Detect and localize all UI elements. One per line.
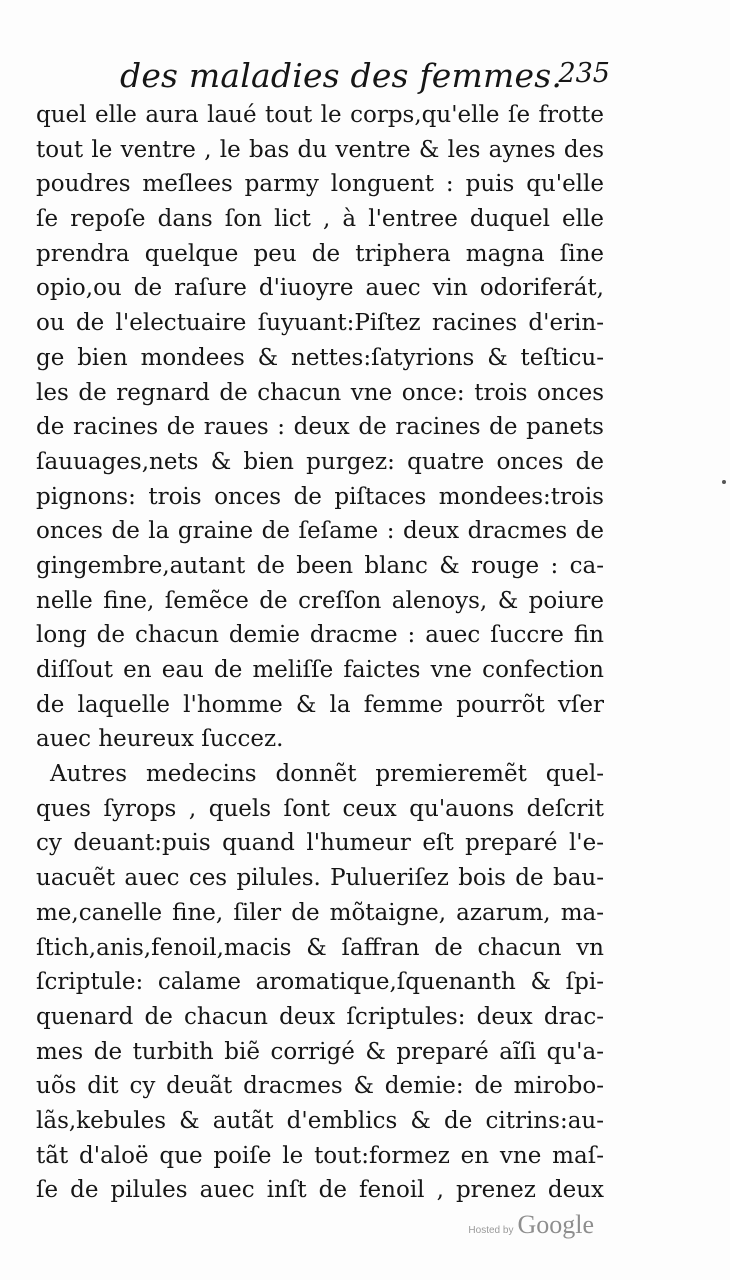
page-number: 235 xyxy=(558,58,610,89)
text-line: pignons: trois onces de piſtaces mondees:trois xyxy=(36,483,604,510)
text-line: auec heureux ſuccez. xyxy=(36,726,284,753)
text-line: de laquelle l'homme & la femme pourrõt vſer xyxy=(36,691,604,718)
text-line: long de chacun demie dracme : auec ſuccre fin xyxy=(36,622,604,649)
text-line: mes de turbith biẽ corrigé & preparé aĩſi qu'a- xyxy=(36,1038,604,1065)
text-line: ou de l'electuaire ſuyuant:Piſtez racines d'erin- xyxy=(36,310,604,337)
text-line: ſtich,anis,fenoil,macis & ſaffran de chacun vn xyxy=(36,934,604,961)
scan-speck xyxy=(722,480,726,484)
text-line: quenard de chacun deux ſcriptules: deux drac- xyxy=(36,1003,604,1030)
text-line: ſe de pilules auec inſt de fenoil , prenez deux xyxy=(36,1177,604,1204)
text-line: de racines de raues : deux de racines de panets xyxy=(36,414,604,441)
text-line: uõs dit cy deuãt dracmes & demie: de mirobo- xyxy=(36,1073,604,1100)
body-text xyxy=(36,98,604,1208)
text-line: diſſout en eau de meliſſe faictes vne confection xyxy=(36,657,604,683)
running-head xyxy=(120,48,610,98)
text-line: tout le ventre , le bas du ventre & les aynes des xyxy=(36,136,604,163)
google-logo: Google xyxy=(517,1210,594,1239)
text-line: Autres medecins donnẽt premieremẽt quel- xyxy=(50,761,604,788)
text-line: lãs,kebules & autãt d'emblics & de citrins:au- xyxy=(36,1107,604,1134)
text-line: ſauuages,nets & bien purgez: quatre onces de xyxy=(36,448,604,475)
text-line: tãt d'aloë que poiſe le tout:formez en vne maſ- xyxy=(36,1142,604,1169)
text-line: quel elle aura laué tout le corps,qu'elle ſe frotte xyxy=(36,102,604,128)
text-line: uacuẽt auec ces pilules. Pulueriſez bois de bau- xyxy=(36,865,604,892)
text-line: opio,ou de raſure d'iuoyre auec vin odoriferát, xyxy=(36,275,604,302)
text-line: les de regnard de chacun vne once: trois onces xyxy=(36,379,604,406)
text-line: gingembre,autant de been blanc & rouge : ca- xyxy=(36,552,604,579)
watermark-prefix: Hosted by xyxy=(468,1225,514,1236)
text-line: ge bien mondees & nettes:ſatyrions & teſticu- xyxy=(36,344,604,371)
google-watermark xyxy=(468,1210,594,1240)
text-line: poudres meſlees parmy longuent : puis qu'elle xyxy=(36,171,604,198)
text-line: prendra quelque peu de triphera magna ſine xyxy=(36,240,604,267)
text-line: me,canelle fine, ſiler de mõtaigne, azarum, ma- xyxy=(36,899,604,926)
text-line: ſcriptule: calame aromatique,ſquenanth & ſpi- xyxy=(36,969,604,996)
running-title: des maladies des femmes. xyxy=(120,56,563,95)
text-line: cy deuant:puis quand l'humeur eſt preparé l'e- xyxy=(36,830,604,857)
text-line: ſe repoſe dans ſon lict , à l'entree duquel elle xyxy=(36,206,604,233)
text-line: onces de la graine de ſeſame : deux dracmes de xyxy=(36,518,604,545)
text-line: ques ſyrops , quels ſont ceux qu'auons deſcrit xyxy=(36,795,604,822)
text-line: nelle fine, ſemẽce de creſſon alenoys, & poiure xyxy=(36,587,604,614)
